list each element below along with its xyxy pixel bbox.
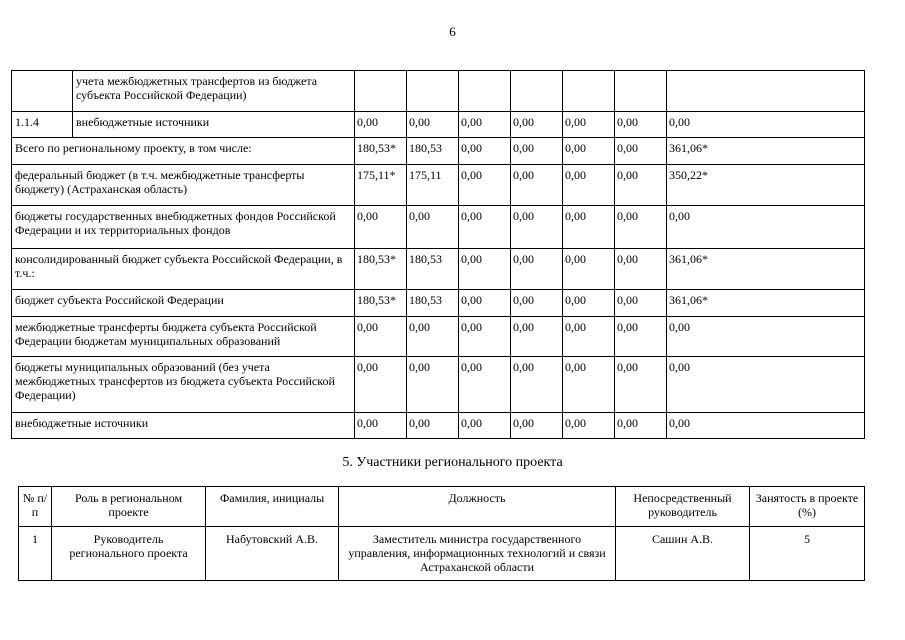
- row-label: бюджеты государственных внебюджетных фондов Российской Федерации и их территориальных фондов: [12, 206, 355, 249]
- table-row: [19, 527, 865, 581]
- value-cell: 0,00: [407, 317, 459, 357]
- value-cell: 175,11*: [355, 165, 407, 206]
- value-cell: 0,00: [563, 112, 615, 138]
- value-cell: 0,00: [355, 413, 407, 439]
- value-cell: [563, 71, 615, 112]
- value-cell: 0,00: [459, 317, 511, 357]
- column-header-supervisor: Непосредственный руководитель: [616, 487, 750, 527]
- value-cell: 0,00: [563, 165, 615, 206]
- value-cell: 0,00: [511, 317, 563, 357]
- value-cell: 0,00: [355, 112, 407, 138]
- value-cell: 0,00: [511, 138, 563, 165]
- value-cell: 0,00: [355, 317, 407, 357]
- participant-occupancy: 5: [750, 527, 865, 581]
- value-cell: [511, 71, 563, 112]
- column-header-name: Фамилия, инициалы: [206, 487, 339, 527]
- value-cell: 0,00: [511, 290, 563, 317]
- table-row: [12, 249, 865, 290]
- value-cell: 361,06*: [667, 138, 865, 165]
- value-cell: 0,00: [615, 112, 667, 138]
- value-cell: 0,00: [459, 290, 511, 317]
- table-row: [12, 112, 865, 138]
- value-cell: 0,00: [511, 165, 563, 206]
- value-cell: 0,00: [615, 290, 667, 317]
- value-cell: 0,00: [459, 112, 511, 138]
- value-cell: 0,00: [407, 357, 459, 413]
- row-code: 1.1.4: [12, 112, 73, 138]
- value-cell: 350,22*: [667, 165, 865, 206]
- table-row: [12, 413, 865, 439]
- value-cell: [459, 71, 511, 112]
- table-row: [12, 165, 865, 206]
- value-cell: 0,00: [511, 357, 563, 413]
- value-cell: 0,00: [563, 138, 615, 165]
- column-header-position: Должность: [339, 487, 616, 527]
- value-cell: 180,53*: [355, 290, 407, 317]
- value-cell: 0,00: [615, 249, 667, 290]
- row-label: внебюджетные источники: [73, 112, 355, 138]
- value-cell: 0,00: [407, 413, 459, 439]
- value-cell: 0,00: [667, 206, 865, 249]
- value-cell: 0,00: [459, 249, 511, 290]
- table-row: [12, 138, 865, 165]
- value-cell: 0,00: [615, 138, 667, 165]
- value-cell: 0,00: [563, 413, 615, 439]
- value-cell: 361,06*: [667, 249, 865, 290]
- value-cell: 0,00: [667, 112, 865, 138]
- value-cell: 0,00: [615, 357, 667, 413]
- column-header-occupancy: Занятость в проекте (%): [750, 487, 865, 527]
- value-cell: 180,53*: [355, 249, 407, 290]
- column-header-role: Роль в региональном проекте: [52, 487, 206, 527]
- value-cell: 180,53: [407, 138, 459, 165]
- row-label: внебюджетные источники: [12, 413, 355, 439]
- value-cell: 0,00: [667, 317, 865, 357]
- value-cell: 0,00: [667, 413, 865, 439]
- value-cell: 0,00: [407, 112, 459, 138]
- value-cell: 0,00: [459, 413, 511, 439]
- table-row: [12, 206, 865, 249]
- value-cell: 0,00: [615, 206, 667, 249]
- value-cell: 175,11: [407, 165, 459, 206]
- row-label: учета межбюджетных трансфертов из бюджета субъекта Российской Федерации): [73, 71, 355, 112]
- value-cell: 0,00: [615, 413, 667, 439]
- participant-position: Заместитель министра государственного управления, информационных технологий и связи Астраханской области: [339, 527, 616, 581]
- value-cell: 0,00: [563, 317, 615, 357]
- column-header-number: № п/п: [19, 487, 52, 527]
- finance-table: [11, 70, 865, 439]
- value-cell: 0,00: [511, 249, 563, 290]
- header-row: [19, 487, 865, 527]
- value-cell: 180,53*: [355, 138, 407, 165]
- value-cell: 180,53: [407, 249, 459, 290]
- value-cell: 0,00: [563, 357, 615, 413]
- participant-name: Набутовский А.В.: [206, 527, 339, 581]
- row-label: межбюджетные трансферты бюджета субъекта Российской Федерации бюджетам муниципальных образований: [12, 317, 355, 357]
- value-cell: 0,00: [459, 357, 511, 413]
- value-cell: 0,00: [563, 206, 615, 249]
- row-label: бюджеты муниципальных образований (без учета межбюджетных трансфертов из бюджета субъекта Российской Федерации): [12, 357, 355, 413]
- row-label: Всего по региональному проекту, в том числе:: [12, 138, 355, 165]
- value-cell: 0,00: [407, 206, 459, 249]
- value-cell: 361,06*: [667, 290, 865, 317]
- row-code: [12, 71, 73, 112]
- value-cell: [355, 71, 407, 112]
- value-cell: 0,00: [355, 206, 407, 249]
- table-row: [12, 71, 865, 112]
- value-cell: 0,00: [459, 165, 511, 206]
- value-cell: [667, 71, 865, 112]
- value-cell: 0,00: [667, 357, 865, 413]
- value-cell: 180,53: [407, 290, 459, 317]
- value-cell: 0,00: [511, 206, 563, 249]
- value-cell: [407, 71, 459, 112]
- value-cell: 0,00: [511, 413, 563, 439]
- value-cell: 0,00: [459, 138, 511, 165]
- value-cell: 0,00: [615, 317, 667, 357]
- value-cell: 0,00: [511, 112, 563, 138]
- table-row: [12, 317, 865, 357]
- value-cell: 0,00: [563, 290, 615, 317]
- participants-table: [18, 486, 865, 581]
- value-cell: 0,00: [563, 249, 615, 290]
- participant-supervisor: Сашин А.В.: [616, 527, 750, 581]
- value-cell: [615, 71, 667, 112]
- participant-role: Руководитель регионального проекта: [52, 527, 206, 581]
- row-label: консолидированный бюджет субъекта Российской Федерации, в т.ч.:: [12, 249, 355, 290]
- table-row: [12, 290, 865, 317]
- page-number: 6: [449, 24, 456, 39]
- value-cell: 0,00: [355, 357, 407, 413]
- table-row: [12, 357, 865, 413]
- section-title: 5. Участники регионального проекта: [342, 455, 563, 470]
- value-cell: 0,00: [615, 165, 667, 206]
- value-cell: 0,00: [459, 206, 511, 249]
- row-label: бюджет субъекта Российской Федерации: [12, 290, 355, 317]
- row-label: федеральный бюджет (в т.ч. межбюджетные трансферты бюджету) (Астраханская область): [12, 165, 355, 206]
- participant-number: 1: [19, 527, 52, 581]
